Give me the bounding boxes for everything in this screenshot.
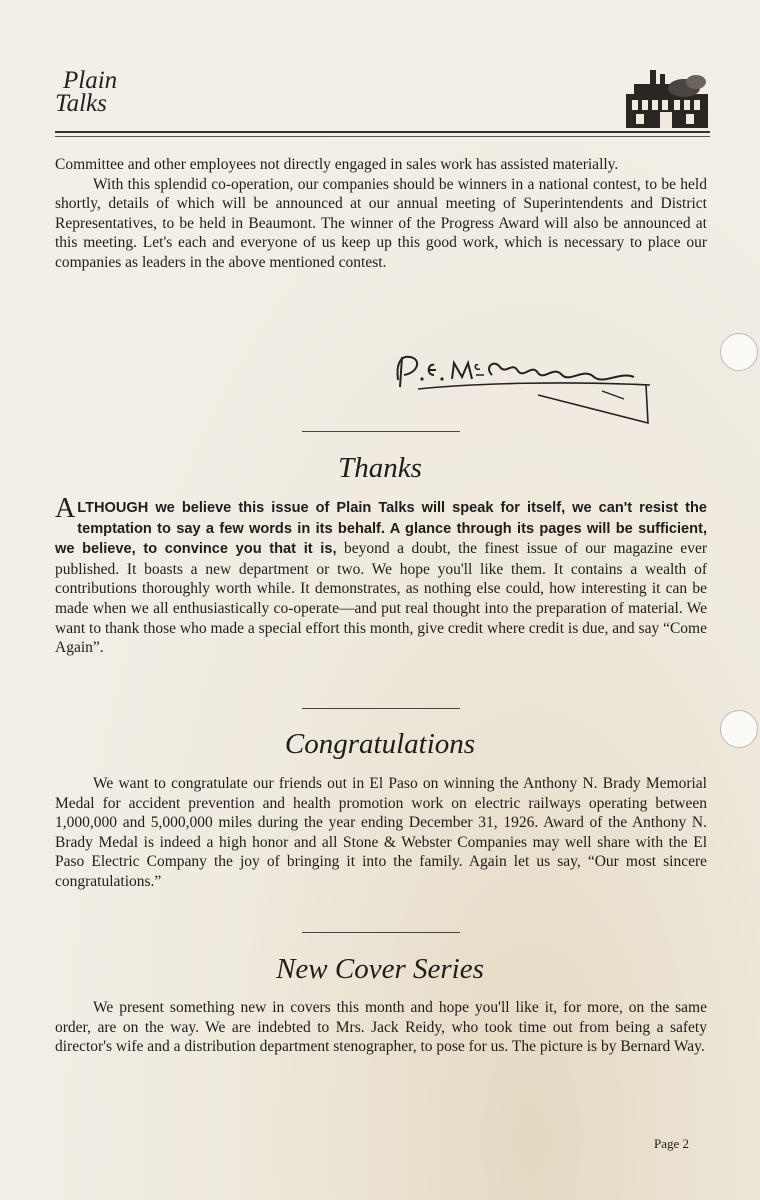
congratulations-section: [55, 774, 707, 892]
header-rule-thin: [55, 136, 710, 137]
congratulations-heading: Congratulations: [284, 728, 476, 760]
intro-paragraph-1: Committee and other employees not directly engaged in sales work has assisted materially.: [55, 156, 619, 173]
binder-hole: [720, 333, 758, 371]
page-number: Page 2: [654, 1136, 690, 1151]
power-plant-illustration-icon: [624, 68, 710, 130]
section-divider: [302, 431, 460, 432]
header-rule: [55, 131, 710, 133]
intro-section: [55, 155, 707, 273]
cover-series-section: [55, 998, 707, 1057]
binder-hole: [720, 710, 758, 748]
thanks-heading: Thanks: [338, 452, 422, 484]
handwritten-signature: [388, 345, 668, 430]
intro-paragraph-2: With this splendid co-operation, our companies should be winners in a national contest, to be held shortly, details of which will be announced at our annual meeting of Superintendents and District Representatives, to be held in Beaumont. The winner of the Progress Award will also be announced at this meeting. Let's each and everyone of us keep up this good work, which is necessary to place our companies as leaders in the above mentioned contest.: [55, 175, 707, 271]
logo-line-2: Talks: [55, 90, 107, 117]
cover-series-body: We present something new in covers this month and hope you'll like it, for more, on the same order, are on the way. We are indebted to Mrs. Jack Reidy, who took time out from being a safety director's wife and a distribution department stenographer, to pose for us. The picture is by Bernard Way.: [55, 999, 707, 1056]
thanks-section: [55, 493, 707, 658]
thanks-body: beyond a doubt, the finest issue of our magazine ever published. It boasts a new department or two. We hope you'll like them. It contains a wealth of contributions thoroughly worth while. It demonstrates, as nothing else could, how interesting it can be made when we all enthusiastically co-operate—and put real thought into the preparation of material. We want to thank those who made a special effort this month, give credit where credit is due, and say “Come Again”.: [55, 540, 707, 657]
logo-line-1: Plain: [63, 67, 118, 94]
new-cover-series-heading: New Cover Series: [276, 953, 484, 985]
plain-talks-logo: [55, 68, 117, 116]
masthead: [55, 68, 710, 136]
drop-cap: A: [55, 493, 76, 524]
section-divider: [302, 932, 460, 933]
section-divider: [302, 708, 460, 709]
congratulations-body: We want to congratulate our friends out in El Paso on winning the Anthony N. Brady Memorial Medal for accident prevention and health promotion work on electric railways operating between 1,000,000 and 5,000,000 miles during the year ending December 31, 1926. Award of the Anthony N. Brady Medal is indeed a high honor and all Stone & Webster Companies may well share with the El Paso Electric Company the joy of bringing it into the family. Again let us say, “Our most sincere congratulations.”: [55, 775, 707, 890]
thanks-bold-lead: LTHOUGH we believe this issue of Plain Talks will speak for itself, we can't resist the temptation to say a few words in its behalf. A glance through its pages will be sufficient, we believe, to convince you that it is,: [55, 500, 707, 558]
